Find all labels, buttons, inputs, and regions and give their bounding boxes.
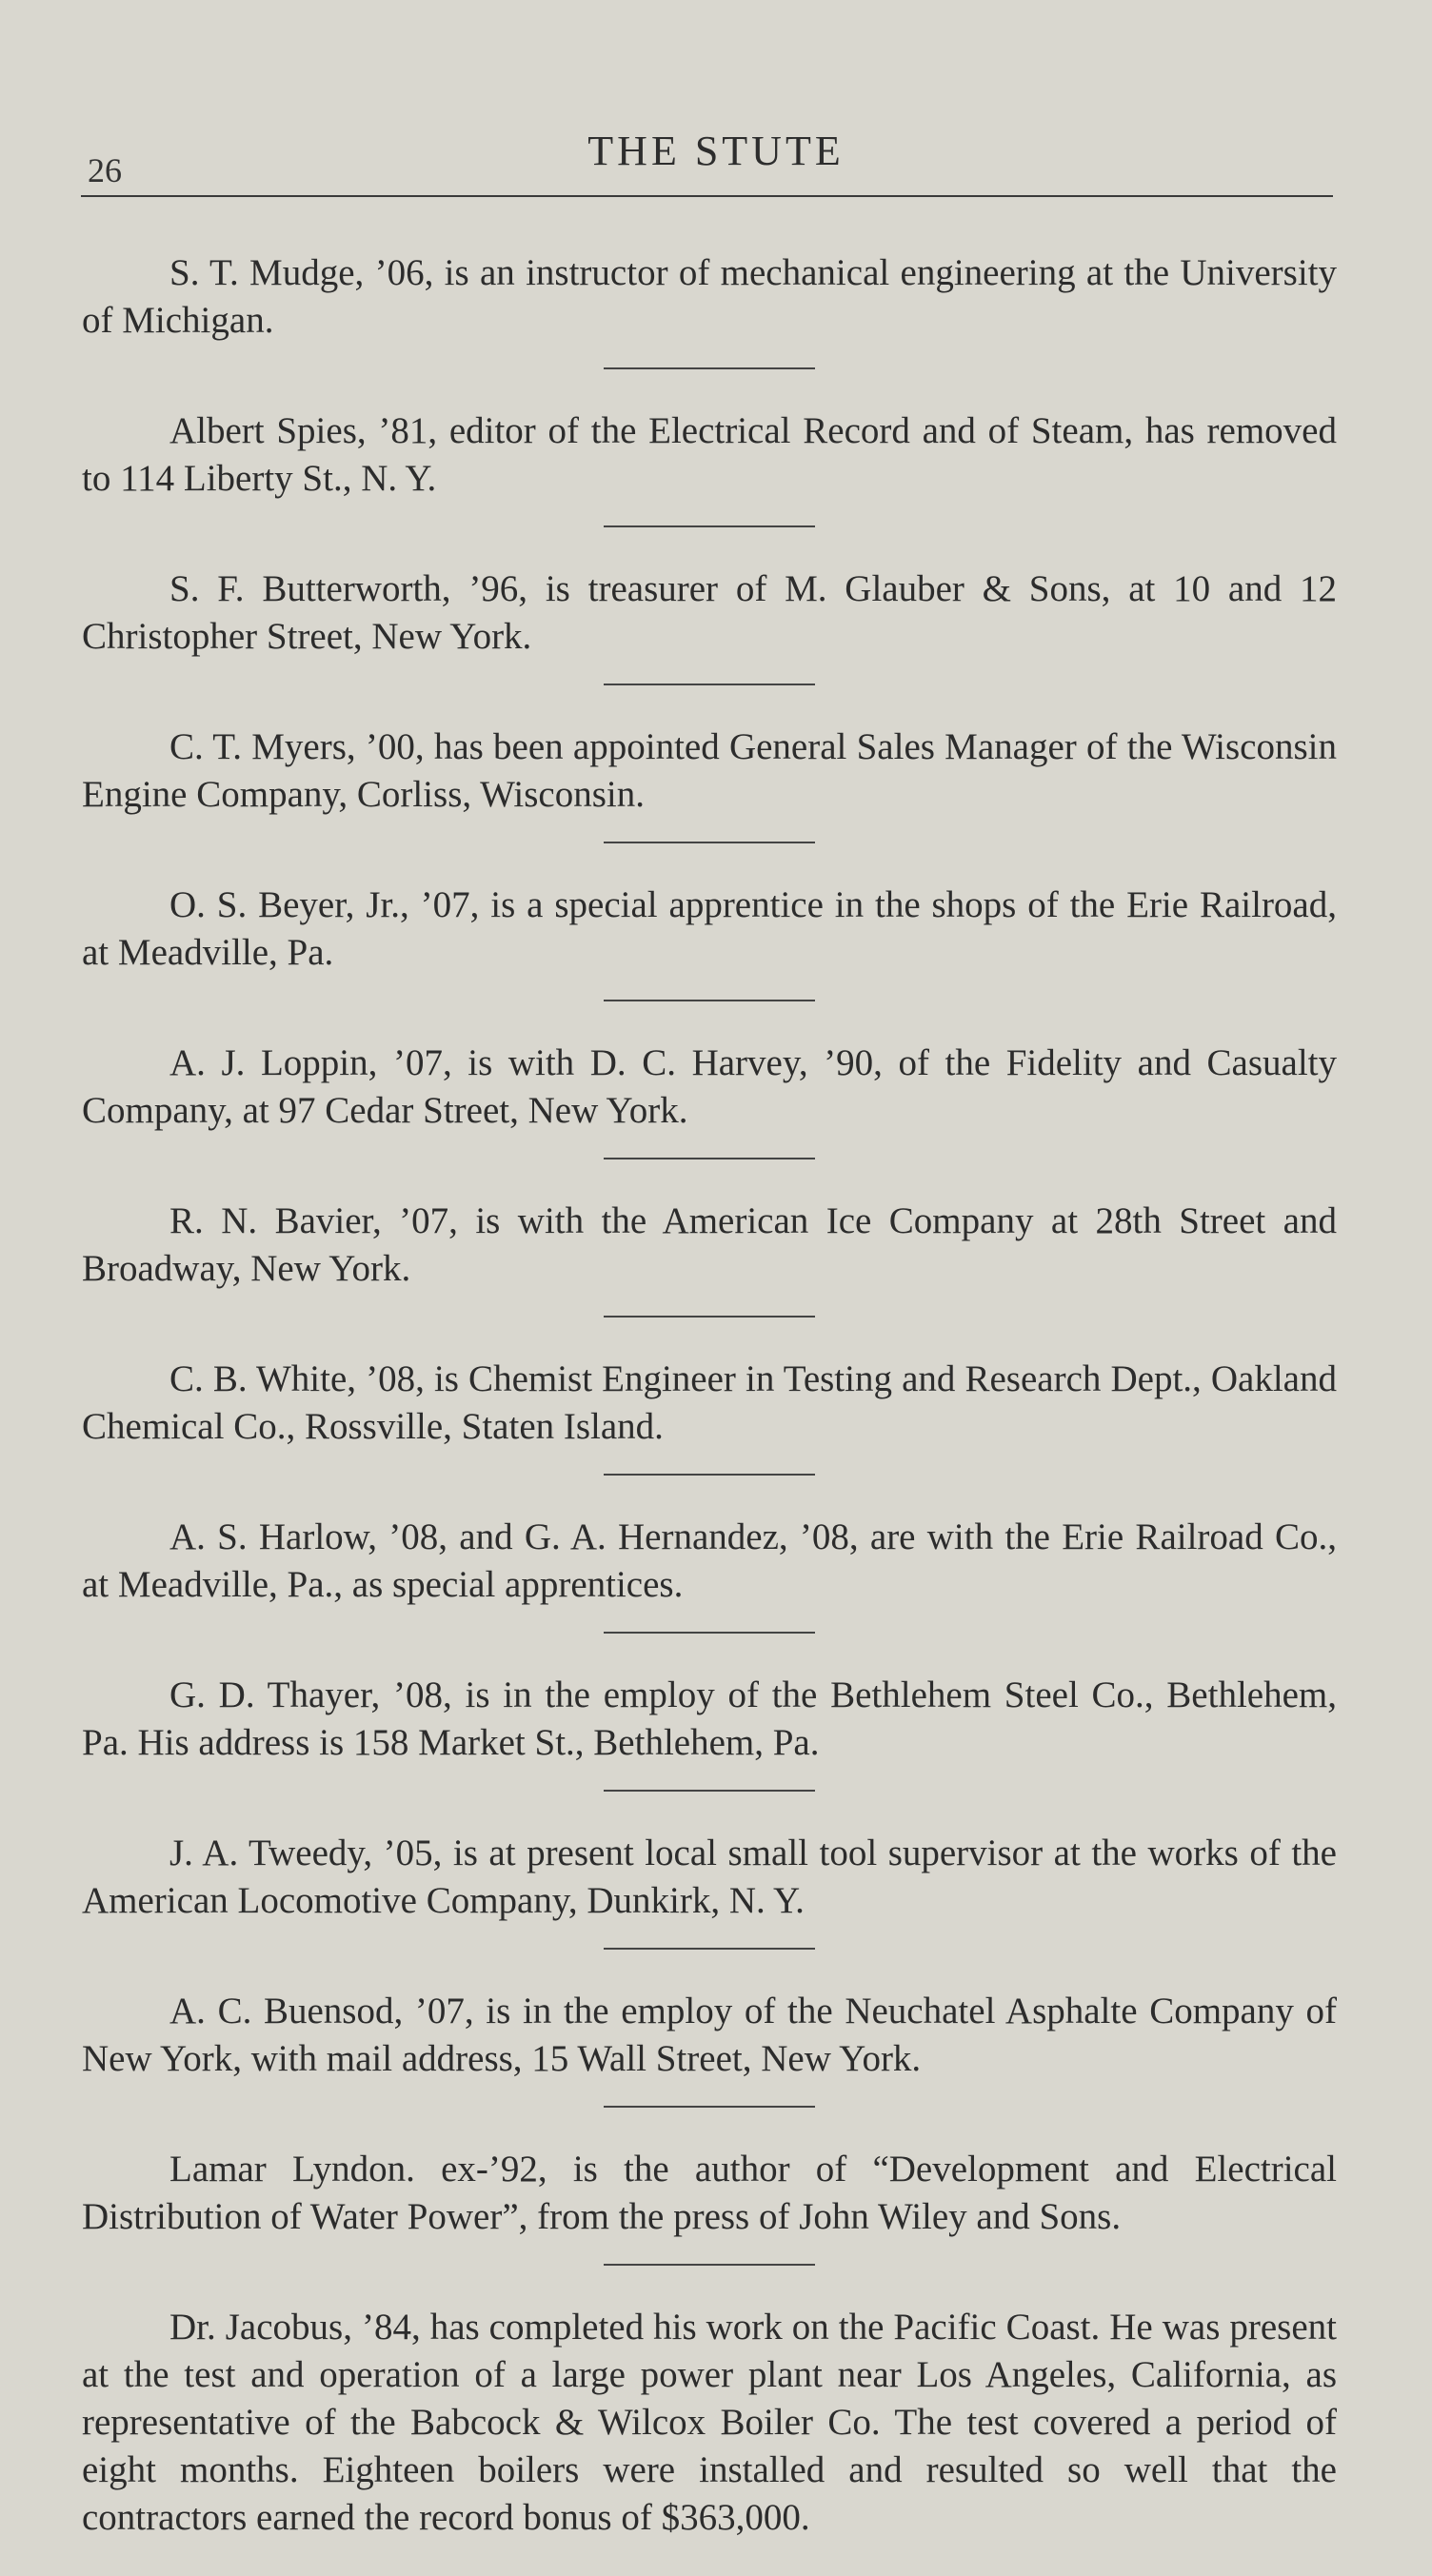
separator-rule <box>604 1948 815 1950</box>
note-buensod: A. C. Buensod, ’07, is in the employ of the Neuchatel Asphalte Company of New York, with mail address, 15 Wall Street, New York. <box>82 1991 1337 2079</box>
separator-rule <box>604 2106 815 2108</box>
note-bavier: R. N. Bavier, ’07, is with the American Ice Company at 28th Street and Broadway, New York. <box>82 1200 1337 1289</box>
separator-rule <box>604 1474 815 1476</box>
note-white: C. B. White, ’08, is Chemist Engineer in Testing and Research Dept., Oakland Chemical Co., Rossville, Staten Island. <box>82 1358 1337 1447</box>
note-mudge: S. T. Mudge, ’06, is an instructor of mechanical engineering at the University of Michigan. <box>82 252 1337 341</box>
note-tweedy: J. A. Tweedy, ’05, is at present local small tool supervisor at the works of the American Locomotive Company, Dunkirk, N. Y. <box>82 1833 1337 1921</box>
note-myers: C. T. Myers, ’00, has been appointed General Sales Manager of the Wisconsin Engine Company, Corliss, Wisconsin. <box>82 726 1337 815</box>
alumni-notes <box>82 249 1337 2542</box>
separator-rule <box>604 1316 815 1318</box>
separator-rule <box>604 1000 815 1001</box>
separator-rule <box>604 684 815 685</box>
separator-rule <box>604 525 815 527</box>
running-title: THE STUTE <box>587 128 845 174</box>
separator-rule <box>604 2264 815 2266</box>
note-loppin: A. J. Loppin, ’07, is with D. C. Harvey, ’90, of the Fidelity and Casualty Company, at 97 Cedar Street, New York. <box>82 1042 1337 1131</box>
header-rule <box>81 195 1333 197</box>
separator-rule <box>604 367 815 369</box>
note-jacobus: Dr. Jacobus, ’84, has completed his work on the Pacific Coast. He was present at the test and operation of a large power plant near Los Angeles, California, as representative of the Babcock & Wilcox Boiler Co. The test covered a period of eight months. Eighteen boilers were installed and resulted so well that the contractors earned the record bonus of $363,000. <box>82 2307 1337 2538</box>
note-harlow-hernandez: A. S. Harlow, ’08, and G. A. Hernandez, ’08, are with the Erie Railroad Co., at Meadville, Pa., as special apprentices. <box>82 1516 1337 1605</box>
separator-rule <box>604 842 815 843</box>
note-lyndon: Lamar Lyndon. ex-’92, is the author of “Development and Electrical Distribution of Water Power”, from the press of John Wiley and Sons. <box>82 2149 1337 2237</box>
note-spies: Albert Spies, ’81, editor of the Electrical Record and of Steam, has removed to 114 Liberty St., N. Y. <box>82 410 1337 499</box>
separator-rule <box>604 1632 815 1634</box>
note-beyer: O. S. Beyer, Jr., ’07, is a special apprentice in the shops of the Erie Railroad, at Meadville, Pa. <box>82 884 1337 973</box>
note-butterworth: S. F. Butterworth, ’96, is treasurer of M. Glauber & Sons, at 10 and 12 Christopher Street, New York. <box>82 568 1337 657</box>
page-number: 26 <box>88 151 122 189</box>
separator-rule <box>604 1790 815 1792</box>
separator-rule <box>604 1158 815 1159</box>
note-thayer: G. D. Thayer, ’08, is in the employ of the Bethlehem Steel Co., Bethlehem, Pa. His address is 158 Market St., Bethlehem, Pa. <box>82 1674 1337 1763</box>
